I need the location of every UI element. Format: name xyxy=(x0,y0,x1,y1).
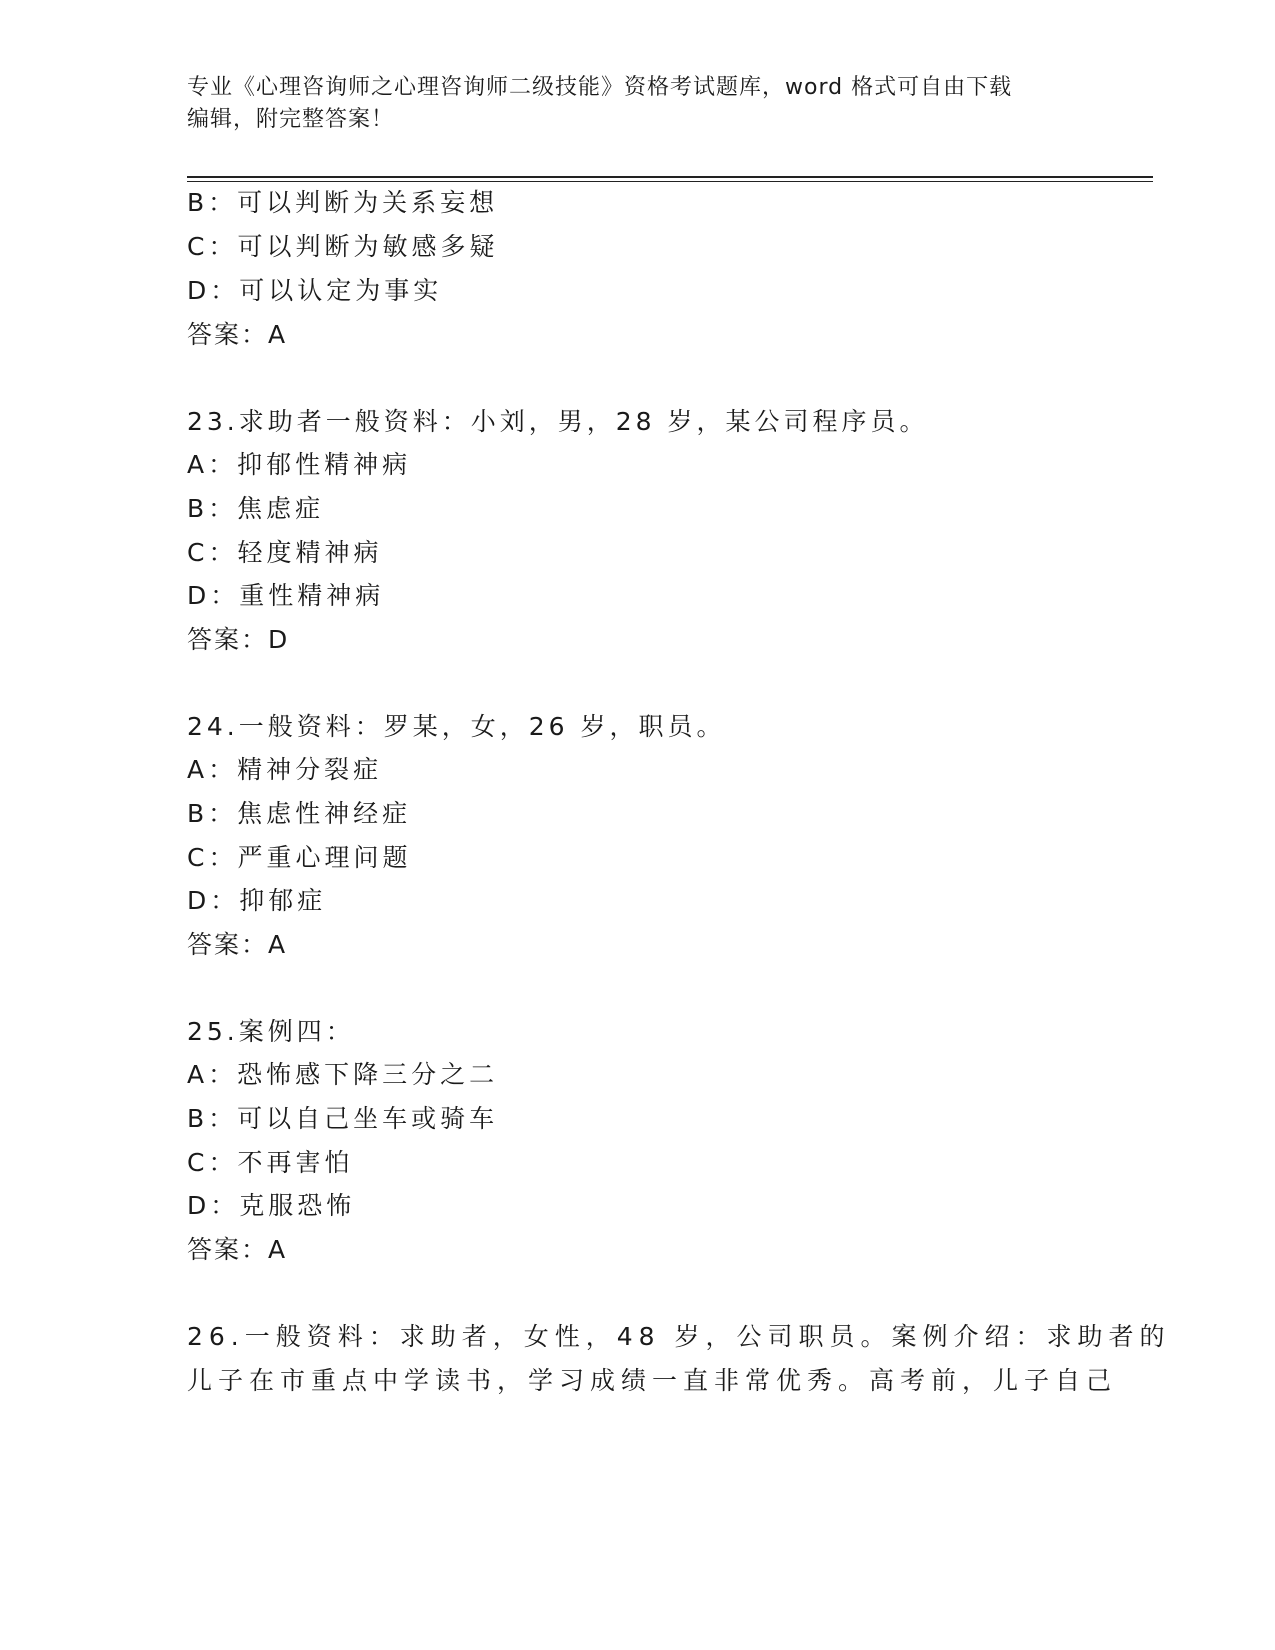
q23-stem: 23.求助者一般资料：小刘，男，28 岁，某公司程序员。 xyxy=(187,407,929,436)
q26-stem-line-2: 儿子在市重点中学读书，学习成绩一直非常优秀。高考前，儿子自己 xyxy=(187,1366,1118,1395)
q24-stem: 24.一般资料：罗某，女，26 岁，职员。 xyxy=(187,712,726,741)
header-line-1: 专业《心理咨询师之心理咨询师二级技能》资格考试题库，word 格式可自由下载 xyxy=(187,75,1013,100)
q23-answer: 答案：D xyxy=(187,625,290,654)
q24-option-b: B：焦虑性神经症 xyxy=(187,799,412,828)
q22-option-c: C：可以判断为敏感多疑 xyxy=(187,232,499,261)
q25-option-d: D：克服恐怖 xyxy=(187,1191,356,1220)
q22-option-d: D：可以认定为事实 xyxy=(187,276,443,305)
q25-stem: 25.案例四： xyxy=(187,1017,355,1046)
q23-option-a: A：抑郁性精神病 xyxy=(187,450,412,479)
q22-answer: 答案：A xyxy=(187,320,288,349)
q23-option-d: D：重性精神病 xyxy=(187,581,385,610)
q23-option-c: C：轻度精神病 xyxy=(187,538,383,567)
q25-answer: 答案：A xyxy=(187,1235,288,1264)
q23-option-b: B：焦虑症 xyxy=(187,494,325,523)
q24-option-c: C：严重心理问题 xyxy=(187,843,412,872)
header-divider-thin xyxy=(187,181,1153,182)
header-divider-thick xyxy=(187,176,1153,178)
q24-option-a: A：精神分裂症 xyxy=(187,755,383,784)
document-header xyxy=(187,72,1087,136)
q26-stem-line-1: 26.一般资料：求助者，女性，48 岁，公司职员。案例介绍：求助者的 xyxy=(187,1322,1171,1351)
q25-option-a: A：恐怖感下降三分之二 xyxy=(187,1060,499,1089)
q22-option-b: B：可以判断为关系妄想 xyxy=(187,188,499,217)
q25-option-b: B：可以自己坐车或骑车 xyxy=(187,1104,499,1133)
header-line-2: 编辑，附完整答案！ xyxy=(187,107,395,132)
q24-answer: 答案：A xyxy=(187,930,288,959)
q25-option-c: C：不再害怕 xyxy=(187,1148,354,1177)
q24-option-d: D：抑郁症 xyxy=(187,886,327,915)
